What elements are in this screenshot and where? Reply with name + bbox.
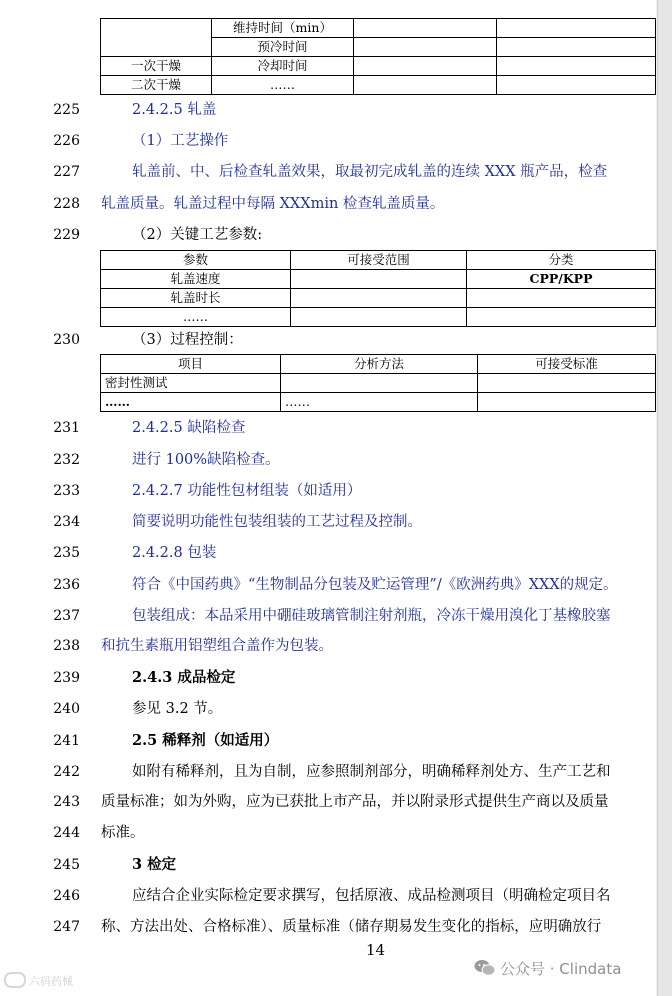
table-cell: 预冷时间 — [212, 38, 354, 57]
table-cell: …… — [212, 76, 354, 95]
table-cell — [291, 289, 467, 308]
table-cell — [497, 76, 656, 95]
table-header: 分类 — [467, 251, 656, 270]
wechat-account-name: 公众号 · Clindata — [500, 960, 622, 978]
table-row — [101, 270, 656, 289]
table-row — [101, 57, 656, 76]
line-number: 233 — [53, 483, 80, 499]
body-text: 称、方法出处、合格标准）、质量标准（储存期易发生变化的指标，应明确放行 — [101, 919, 602, 935]
table-cell — [467, 289, 656, 308]
line-number: 247 — [53, 919, 80, 935]
subsection-heading: （2）关键工艺参数: — [132, 227, 263, 243]
table-header: 可接受标准 — [478, 355, 656, 374]
body-text: 标准。 — [101, 825, 145, 841]
table-cell: 二次干燥 — [101, 76, 212, 95]
body-text: 简要说明功能性包装组装的工艺过程及控制。 — [132, 514, 422, 530]
wechat-icon — [474, 959, 496, 977]
table-cell: 维持时间（min） — [212, 19, 354, 38]
line-number: 239 — [53, 670, 80, 686]
table-cell — [478, 393, 656, 412]
table-header: 参数 — [101, 251, 291, 270]
subsection-heading: （1）工艺操作 — [132, 133, 229, 149]
section-heading: 2.4.3 成品检定 — [132, 669, 236, 686]
section-heading: 3 检定 — [132, 856, 177, 873]
subsection-heading: （3）过程控制： — [132, 332, 243, 348]
line-number: 242 — [53, 764, 80, 780]
body-text: 和抗生素瓶用铝塑组合盖作为包装。 — [101, 638, 333, 654]
body-text: 轧盖质量。轧盖过程中每隔 XXXmin 检查轧盖质量。 — [101, 196, 445, 212]
line-number: 241 — [53, 733, 80, 749]
table-cell: …… — [101, 308, 291, 327]
table-cell — [478, 374, 656, 393]
line-number: 245 — [53, 857, 80, 873]
line-number: 228 — [53, 196, 80, 212]
wechat-watermark — [474, 958, 621, 979]
section-heading: 2.4.2.8 包装 — [132, 545, 217, 561]
table-cell — [101, 19, 212, 38]
table-cell — [467, 308, 656, 327]
section-heading: 2.4.2.5 轧盖 — [132, 102, 217, 118]
table-cell: 冷却时间 — [212, 57, 354, 76]
table-row — [101, 393, 656, 412]
line-number: 243 — [53, 794, 80, 810]
table-row — [101, 289, 656, 308]
section-heading: 2.5 稀释剂（如适用） — [132, 732, 279, 749]
freeze-dry-table — [100, 18, 656, 95]
table-cell — [291, 270, 467, 289]
table-row — [101, 308, 656, 327]
body-text: 轧盖前、中、后检查轧盖效果，取最初完成轧盖的连续 XXX 瓶产品，检查 — [132, 164, 608, 180]
line-number: 230 — [53, 332, 80, 348]
body-text: 如附有稀释剂，且为自制，应参照制剂部分，明确稀释剂处方、生产工艺和 — [132, 764, 611, 780]
table-header-row — [101, 251, 656, 270]
table-row — [101, 374, 656, 393]
corner-watermark — [4, 972, 73, 989]
key-parameter-table — [100, 250, 656, 327]
line-number: 240 — [53, 701, 80, 717]
table-header: 分析方法 — [281, 355, 478, 374]
watermark-logo-icon — [4, 972, 26, 988]
body-text: 包装组成：本品采用中硼硅玻璃管制注射剂瓶，冷冻干燥用溴化丁基橡胶塞 — [132, 608, 611, 624]
body-text: 参见 3.2 节。 — [132, 701, 223, 717]
line-number: 225 — [53, 102, 80, 118]
table-cell — [291, 308, 467, 327]
table-cell: 密封性测试 — [101, 374, 281, 393]
body-text: 应结合企业实际检定要求撰写，包括原液、成品检测项目（明确检定项目名 — [132, 888, 611, 904]
table-cell — [354, 19, 497, 38]
line-number: 234 — [53, 514, 80, 530]
table-cell — [354, 38, 497, 57]
table-row — [101, 76, 656, 95]
table-header: 项目 — [101, 355, 281, 374]
line-number: 238 — [53, 638, 80, 654]
page-number: 14 — [366, 941, 386, 959]
line-number: 237 — [53, 608, 80, 624]
body-text: 质量标准；如为外购，应为已获批上市产品，并以附录形式提供生产商以及质量 — [101, 794, 609, 810]
table-row — [101, 38, 656, 57]
section-heading: 2.4.2.5 缺陷检查 — [132, 420, 246, 436]
body-text: 进行 100%缺陷检查。 — [132, 452, 280, 468]
line-number: 235 — [53, 545, 80, 561]
line-number: 232 — [53, 452, 80, 468]
table-cell: 一次干燥 — [101, 57, 212, 76]
table-cell — [497, 38, 656, 57]
line-number: 226 — [53, 133, 80, 149]
line-number: 227 — [53, 164, 80, 180]
table-cell: …… — [101, 393, 281, 412]
table-header-row — [101, 355, 656, 374]
viewer-scroll-edge — [657, 0, 672, 996]
section-heading: 2.4.2.7 功能性包材组装（如适用） — [132, 483, 362, 499]
table-cell: 轧盖时长 — [101, 289, 291, 308]
table-cell — [497, 19, 656, 38]
watermark-text: 六码药械 — [29, 975, 73, 988]
table-cell: CPP/KPP — [467, 270, 656, 289]
table-cell: …… — [281, 393, 478, 412]
process-control-table — [100, 354, 656, 412]
table-cell — [354, 57, 497, 76]
table-cell — [354, 76, 497, 95]
line-number: 231 — [53, 420, 80, 436]
table-header: 可接受范围 — [291, 251, 467, 270]
table-cell: 轧盖速度 — [101, 270, 291, 289]
line-number: 229 — [53, 227, 80, 243]
table-cell — [101, 38, 212, 57]
table-row — [101, 19, 656, 38]
table-cell — [281, 374, 478, 393]
table-cell — [497, 57, 656, 76]
line-number: 236 — [53, 577, 80, 593]
line-number: 244 — [53, 825, 80, 841]
line-number: 246 — [53, 888, 80, 904]
body-text: 符合《中国药典》“生物制品分包装及贮运管理”/《欧洲药典》XXX的规定。 — [132, 577, 618, 593]
